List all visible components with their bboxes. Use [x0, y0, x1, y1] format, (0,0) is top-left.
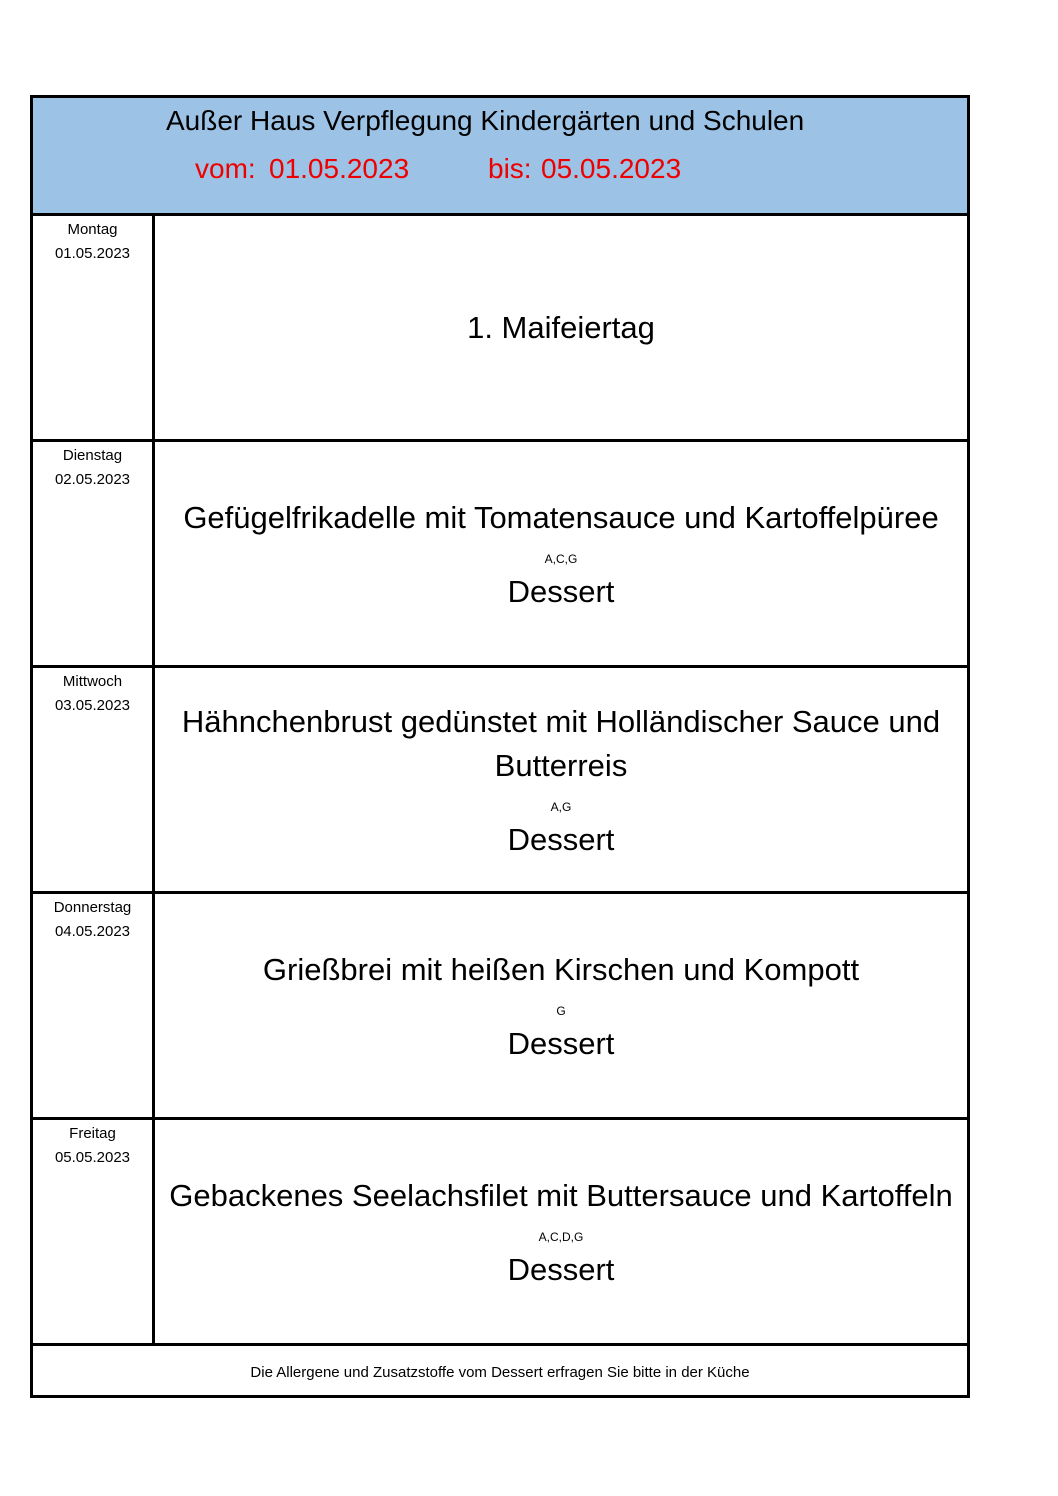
menu-header	[33, 98, 967, 216]
footer-note-text: Die Allergene und Zusatzstoffe vom Dessert erfragen Sie bitte in der Küche	[250, 1363, 750, 1381]
day-row-wednesday	[33, 668, 967, 894]
dish-name: Gefügelfrikadelle mit Tomatensauce und Kartoffelpüree	[183, 499, 939, 535]
allergen-codes: A,G	[550, 799, 572, 814]
day-date: 02.05.2023	[54, 471, 131, 488]
dish-name: Gebackenes Seelachsfilet mit Buttersauce und Kartoffeln	[169, 1177, 953, 1213]
allergen-codes: A,C,G	[544, 551, 578, 566]
allergen-footer-note	[33, 1349, 967, 1395]
meal-cell	[155, 442, 967, 665]
dessert-label: Dessert	[507, 1251, 615, 1287]
weekday-label: Dienstag	[62, 447, 123, 464]
meal-cell	[155, 1120, 967, 1343]
dessert-label: Dessert	[507, 573, 615, 609]
menu-title-text: Außer Haus Verpflegung Kindergärten und Schulen	[166, 105, 805, 136]
dessert-label: Dessert	[507, 821, 615, 857]
day-date: 04.05.2023	[54, 923, 131, 940]
day-cell	[33, 668, 155, 891]
day-date: 01.05.2023	[54, 245, 131, 262]
weekday-label: Montag	[67, 221, 118, 238]
weekday-label: Mittwoch	[62, 673, 123, 690]
day-cell	[33, 216, 155, 439]
weekday-label: Donnerstag	[53, 899, 132, 916]
dessert-label: Dessert	[507, 1025, 615, 1061]
day-row-tuesday	[33, 442, 967, 668]
weekday-label: Freitag	[69, 1125, 116, 1142]
from-label: vom:	[195, 153, 256, 184]
day-row-friday	[33, 1120, 967, 1346]
day-date: 05.05.2023	[54, 1149, 131, 1166]
to-date: 05.05.2023	[541, 153, 682, 184]
allergen-codes: A,C,D,G	[538, 1229, 584, 1244]
dish-name: Grießbrei mit heißen Kirschen und Kompott	[262, 951, 860, 987]
day-cell	[33, 442, 155, 665]
meal-cell	[155, 668, 967, 891]
from-date: 01.05.2023	[269, 153, 410, 184]
menu-table	[30, 95, 970, 1398]
dish-name: Hähnchenbrust gedünstet mit Holländischer Sauce und Butterreis	[181, 703, 941, 783]
meal-cell	[155, 216, 967, 439]
allergen-codes: G	[556, 1003, 566, 1018]
holiday-label: 1. Maifeiertag	[467, 309, 655, 345]
day-cell	[33, 1120, 155, 1343]
to-label: bis:	[488, 153, 532, 184]
day-date: 03.05.2023	[54, 697, 131, 714]
meal-cell	[155, 894, 967, 1117]
day-row-thursday	[33, 894, 967, 1120]
day-cell	[33, 894, 155, 1117]
day-row-monday	[33, 216, 967, 442]
